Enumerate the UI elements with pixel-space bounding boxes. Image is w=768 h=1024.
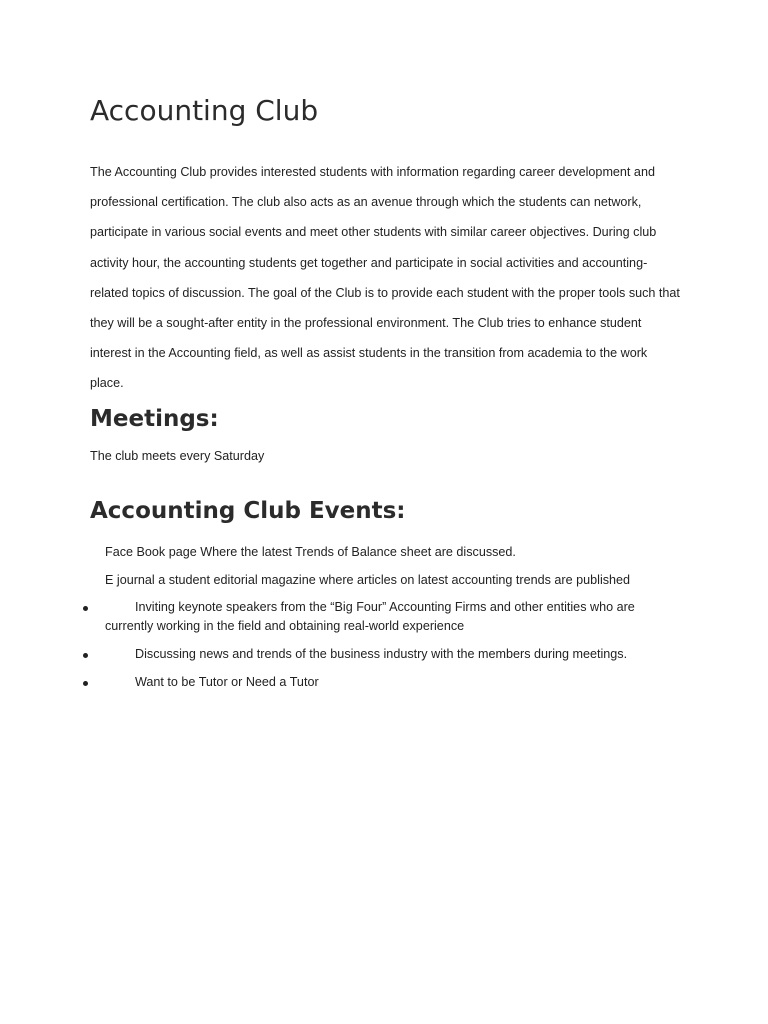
event-bullet-item: Discussing news and trends of the business industry with the members during meetings. (135, 647, 628, 661)
bullet-icon (83, 681, 88, 686)
meetings-text: The club meets every Saturday (90, 449, 265, 463)
event-bullet-item: Inviting keynote speakers from the “Big Four” Accounting Firms and other entities who are currently working in the field and obtaining real-world experience (105, 600, 635, 633)
intro-paragraph: The Accounting Club provides interested students with information regarding career development and professional certification. The club also acts as an avenue through which the students can network, participate in various social events and meet other students with similar career objectives. During club activity hour, the accounting students get together and participate in social activities and accounting-related topics of discussion. The goal of the Club is to provide each student with the proper tools such that they will be a sought-after entity in the professional environment. The Club tries to enhance student interest in the Accounting field, as well as assist students in the transition from academia to the work place. (90, 165, 680, 391)
event-bullet-item: Want to be Tutor or Need a Tutor (135, 675, 319, 689)
page-title: Accounting Club (90, 94, 319, 127)
event-item: Face Book page Where the latest Trends of Balance sheet are discussed. (105, 545, 516, 559)
bullet-icon (83, 653, 88, 658)
meetings-heading: Meetings: (90, 406, 219, 432)
event-item: E journal a student editorial magazine where articles on latest accounting trends are published (105, 573, 631, 587)
bullet-icon (83, 606, 88, 611)
events-heading: Accounting Club Events: (90, 498, 406, 524)
